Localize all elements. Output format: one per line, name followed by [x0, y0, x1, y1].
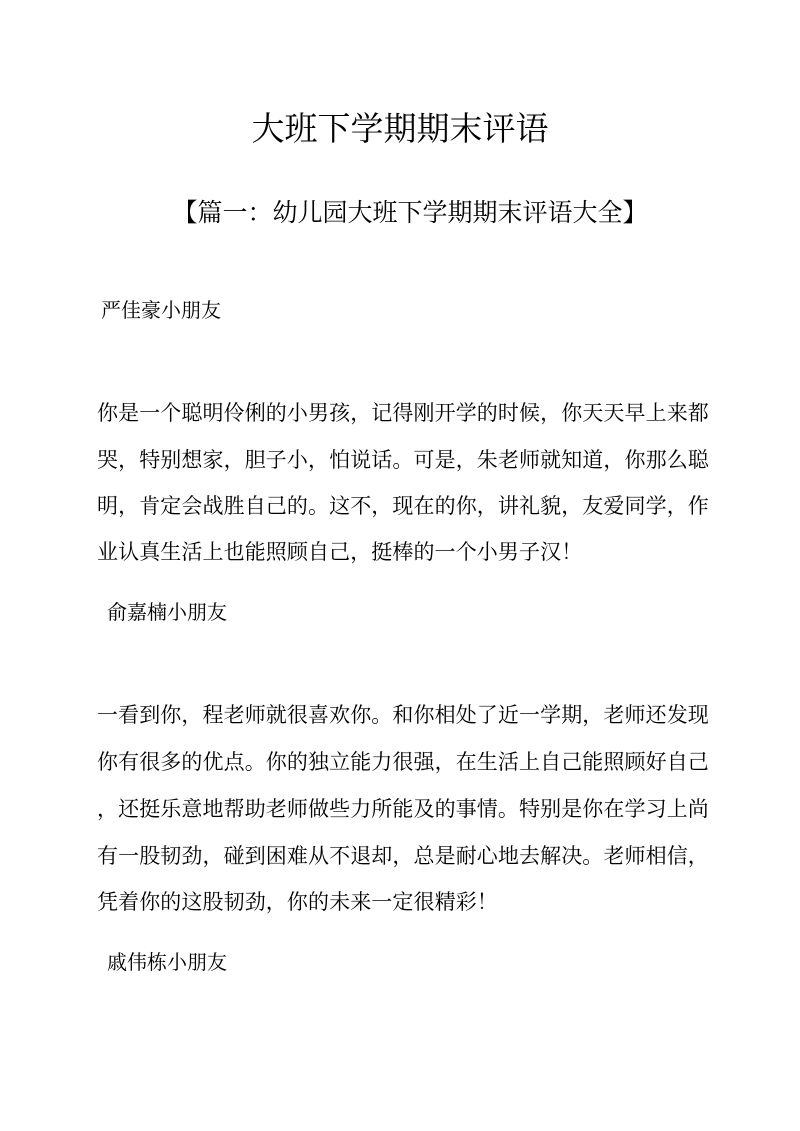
- comment-line: 哭，特别想家，胆子小，怕说话。可是，朱老师就知道，你那么聪: [97, 448, 709, 472]
- comment-line: 业认真生活上也能照顾自己，挺棒的一个小男子汉！: [97, 540, 583, 564]
- document-subtitle: 【篇一：幼儿园大班下学期期末评语大全】: [172, 198, 648, 227]
- document-title: 大班下学期期末评语: [251, 109, 549, 148]
- comment-line: 你有很多的优点。你的独立能力很强，在生活上自己能照顾好自己: [97, 750, 709, 774]
- student-name-heading: 严佳豪小朋友: [101, 298, 221, 322]
- student-name-heading: 戚伟栋小朋友: [107, 950, 227, 974]
- student-name-heading: 俞嘉楠小朋友: [107, 600, 227, 624]
- comment-line: ，还挺乐意地帮助老师做些力所能及的事情。特别是你在学习上尚: [97, 797, 709, 821]
- comment-line: 有一股韧劲，碰到困难从不退却，总是耐心地去解决。老师相信，: [97, 844, 709, 868]
- comment-line: 凭着你的这股韧劲，你的未来一定很精彩！: [97, 890, 498, 914]
- comment-line: 明，肯定会战胜自己的。这不，现在的你，讲礼貌，友爱同学，作: [97, 494, 709, 518]
- comment-line: 一看到你，程老师就很喜欢你。和你相处了近一学期，老师还发现: [97, 703, 709, 727]
- comment-line: 你是一个聪明伶俐的小男孩，记得刚开学的时候，你天天早上来都: [97, 401, 709, 425]
